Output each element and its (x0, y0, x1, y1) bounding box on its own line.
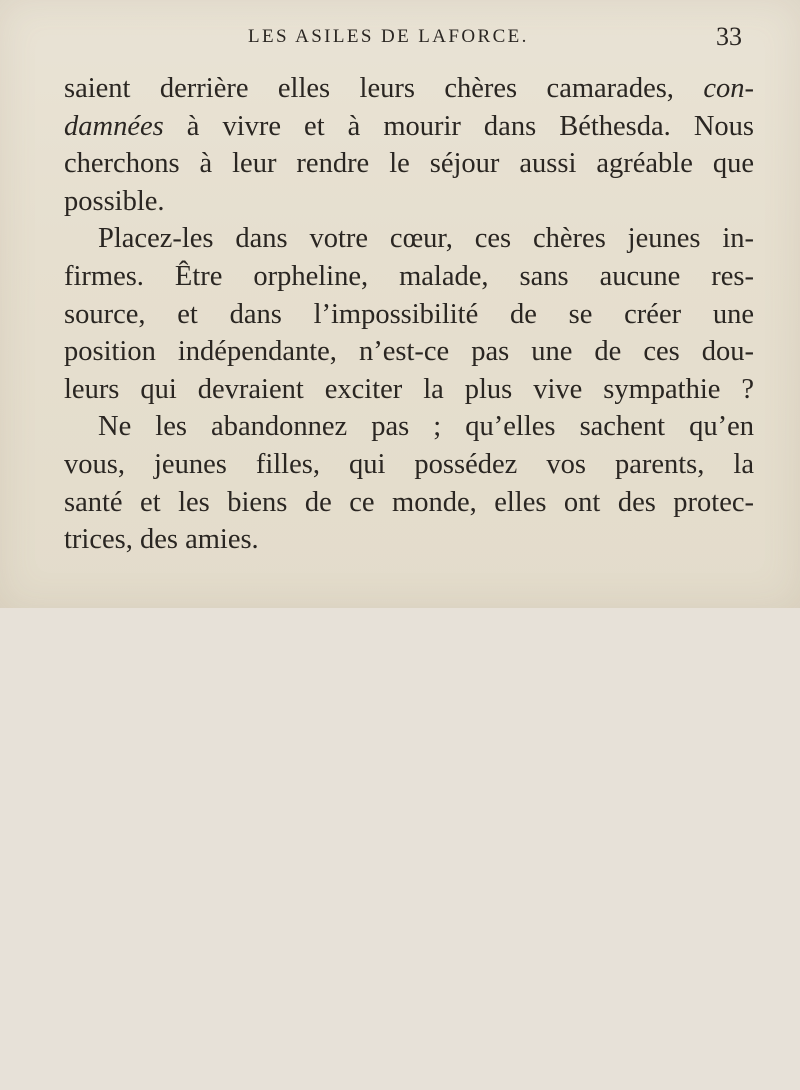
text-line: firmes. Être orpheline, malade, sans aucune res- (64, 260, 754, 292)
paragraph-1 (64, 70, 754, 220)
text-line: trices, des amies. (64, 524, 259, 556)
text-line: cherchons à leur rendre le séjour aussi agréable que (64, 148, 754, 180)
running-head (0, 22, 800, 56)
italic-word: con- (703, 73, 754, 104)
text-line: possible. (64, 185, 165, 217)
page-number: 33 (716, 22, 742, 51)
paragraph-2 (64, 220, 754, 408)
running-title: LES ASILES DE LAFORCE. (248, 26, 529, 47)
text-line: position indépendante, n’est-ce pas une de ces dou- (64, 336, 754, 368)
text-line: leurs qui devraient exciter la plus vive sympathie ? (64, 373, 754, 405)
italic-word: damnées (64, 110, 164, 142)
text-line: santé et les biens de ce monde, elles ont des protec- (64, 486, 754, 518)
text-segment: à vivre et à mourir dans Béthesda. Nous (163, 110, 754, 142)
paragraph-3 (64, 408, 754, 558)
text-line (64, 70, 754, 108)
text-line: Ne les abandonnez pas ; qu’elles sachent qu’en (98, 411, 754, 443)
text-line: source, et dans l’impossibilité de se créer une (64, 298, 754, 330)
text-line (64, 108, 754, 146)
text-line: Placez-les dans votre cœur, ces chères jeunes in- (98, 223, 754, 255)
body-text (64, 70, 754, 559)
text-line: vous, jeunes filles, qui possédez vos parents, la (64, 448, 754, 480)
text-segment: saient derrière elles leurs chères camarades, (64, 73, 704, 104)
